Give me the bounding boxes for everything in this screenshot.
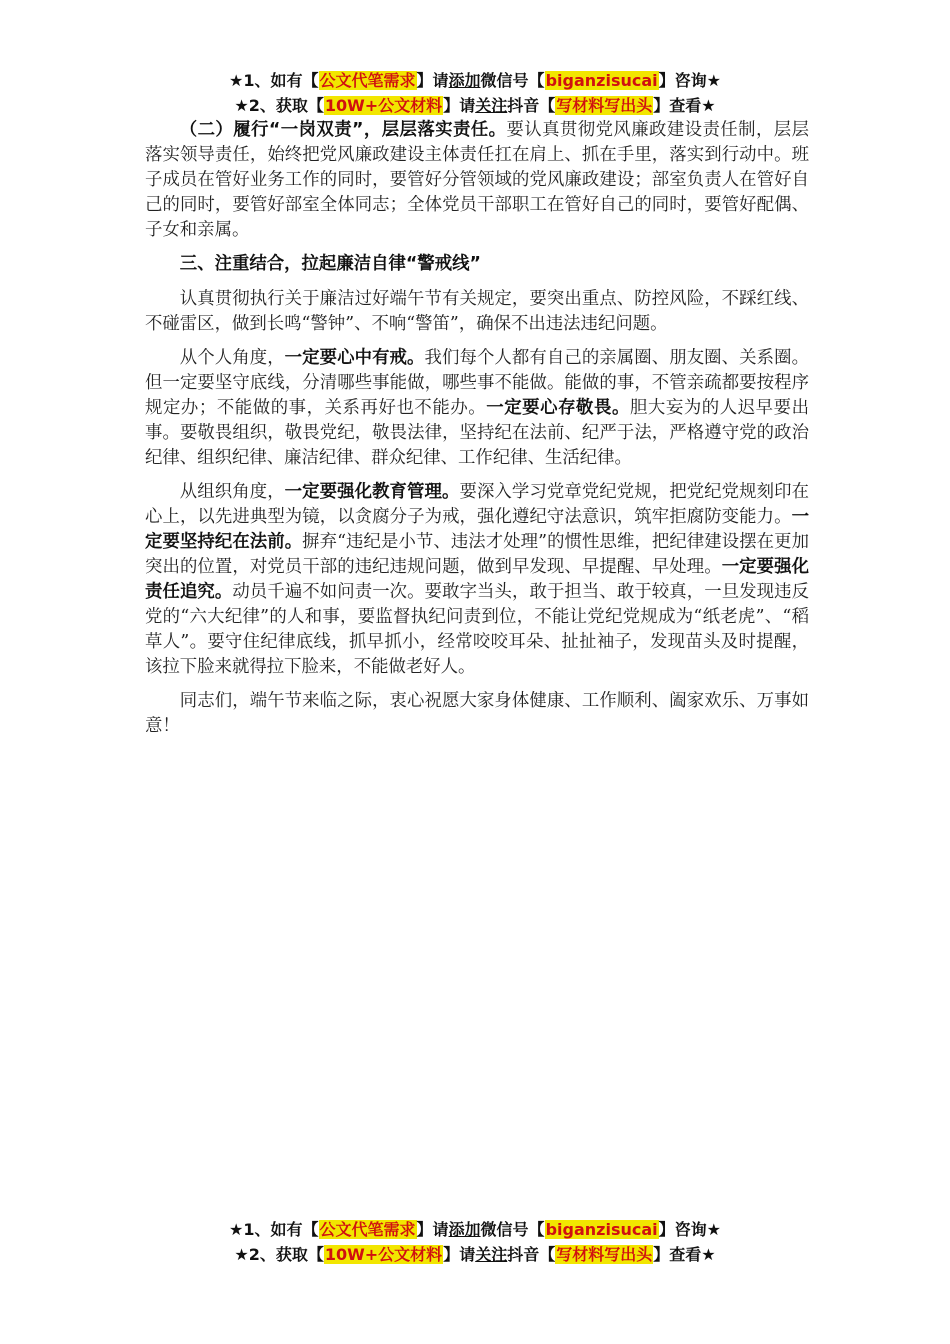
highlight-service: 公文代笔需求 xyxy=(319,71,416,90)
promo-line-2: ★2、获取【10W+公文材料】请关注抖音【写材料写出头】查看★ xyxy=(234,1245,716,1264)
promo-line-2: ★2、获取【10W+公文材料】请关注抖音【写材料写出头】查看★ xyxy=(234,96,716,115)
bold-point: 一定要强化责任追究。 xyxy=(145,557,809,602)
document-body xyxy=(145,118,809,748)
promo-line-1: ★1、如有【公文代笔需求】请添加微信号【biganzisucai】咨询★ xyxy=(229,71,721,90)
paragraph-organization: 从组织角度，一定要强化教育管理。要深入学习党章党纪党规，把党纪党规刻印在心上，以先进典型为镜，以贪腐分子为戒，强化遵纪守法意识，筑牢拒腐防变能力。一定要坚持纪在法前。摒弃“违纪是小节、违法才处理”的惯性思维，把纪律建设摆在更加突出的位置，对党员干部的违纪违规问题，做到早发现、早提醒、早处理。一定要强化责任追究。动员千遍不如问责一次。要敢字当头，敢于担当、敢于较真，一旦发现违反党的“六大纪律”的人和事，要监督执纪问责到位，不能让党纪党规成为“纸老虎”、“稻草人”。要守住纪律底线，抓早抓小，经常咬咬耳朵、扯扯袖子，发现苗头及时提醒，该拉下脸来就得拉下脸来，不能做老好人。 xyxy=(145,482,809,677)
promo-banner-top xyxy=(0,68,950,118)
highlight-materials: 10W+公文材料 xyxy=(324,96,443,115)
highlight-wechat-id: biganzisucai xyxy=(545,71,658,90)
promo-line-1: ★1、如有【公文代笔需求】请添加微信号【biganzisucai】咨询★ xyxy=(229,1220,721,1239)
underlined-add: 添加 xyxy=(448,1220,481,1239)
bold-point: 一定要坚持纪在法前。 xyxy=(145,507,809,552)
highlight-wechat-id: biganzisucai xyxy=(545,1220,658,1239)
underlined-follow: 关注 xyxy=(475,96,508,115)
section-heading-3: 三、注重结合，拉起廉洁自律“警戒线” xyxy=(179,254,481,274)
underlined-follow: 关注 xyxy=(475,1245,508,1264)
highlight-service: 公文代笔需求 xyxy=(319,1220,416,1239)
bold-lead: （二）履行“一岗双责”，层层落实责任。 xyxy=(179,120,507,140)
paragraph-closing: 同志们，端午节来临之际，衷心祝愿大家身体健康、工作顺利、阖家欢乐、万事如意！ xyxy=(145,691,809,736)
bold-point: 一定要心中有戒。 xyxy=(284,348,425,368)
underlined-add: 添加 xyxy=(448,71,481,90)
highlight-douyin: 写材料写出头 xyxy=(556,1245,653,1264)
paragraph-section-2: （二）履行“一岗双责”，层层落实责任。要认真贯彻党风廉政建设责任制，层层落实领导责任，始终把党风廉政建设主体责任扛在肩上、抓在手里，落实到行动中。班子成员在管好业务工作的同时，要管好分管领域的党风廉政建设；部室负责人在管好自己的同时，要管好部室全体同志；全体党员干部职工在管好自己的同时，要管好配偶、子女和亲属。 xyxy=(145,120,809,240)
paragraph-personal: 从个人角度，一定要心中有戒。我们每个人都有自己的亲属圈、朋友圈、关系圈。但一定要坚守底线，分清哪些事能做，哪些事不能做。能做的事，不管亲疏都要按程序规定办；不能做的事，关系再好也不能办。一定要心存敬畏。胆大妄为的人迟早要出事。要敬畏组织，敬畏党纪，敬畏法律，坚持纪在法前、纪严于法，严格遵守党的政治纪律、组织纪律、廉洁纪律、群众纪律、工作纪律、生活纪律。 xyxy=(145,348,809,468)
bold-point: 一定要强化教育管理。 xyxy=(284,482,460,502)
paragraph-intro-3: 认真贯彻执行关于廉洁过好端午节有关规定，要突出重点、防控风险，不踩红线、不碰雷区，做到长鸣“警钟”、不响“警笛”，确保不出违法违纪问题。 xyxy=(145,289,809,334)
promo-banner-bottom xyxy=(0,1217,950,1267)
bold-point: 一定要心存敬畏。 xyxy=(486,398,630,418)
highlight-douyin: 写材料写出头 xyxy=(556,96,653,115)
highlight-materials: 10W+公文材料 xyxy=(324,1245,443,1264)
